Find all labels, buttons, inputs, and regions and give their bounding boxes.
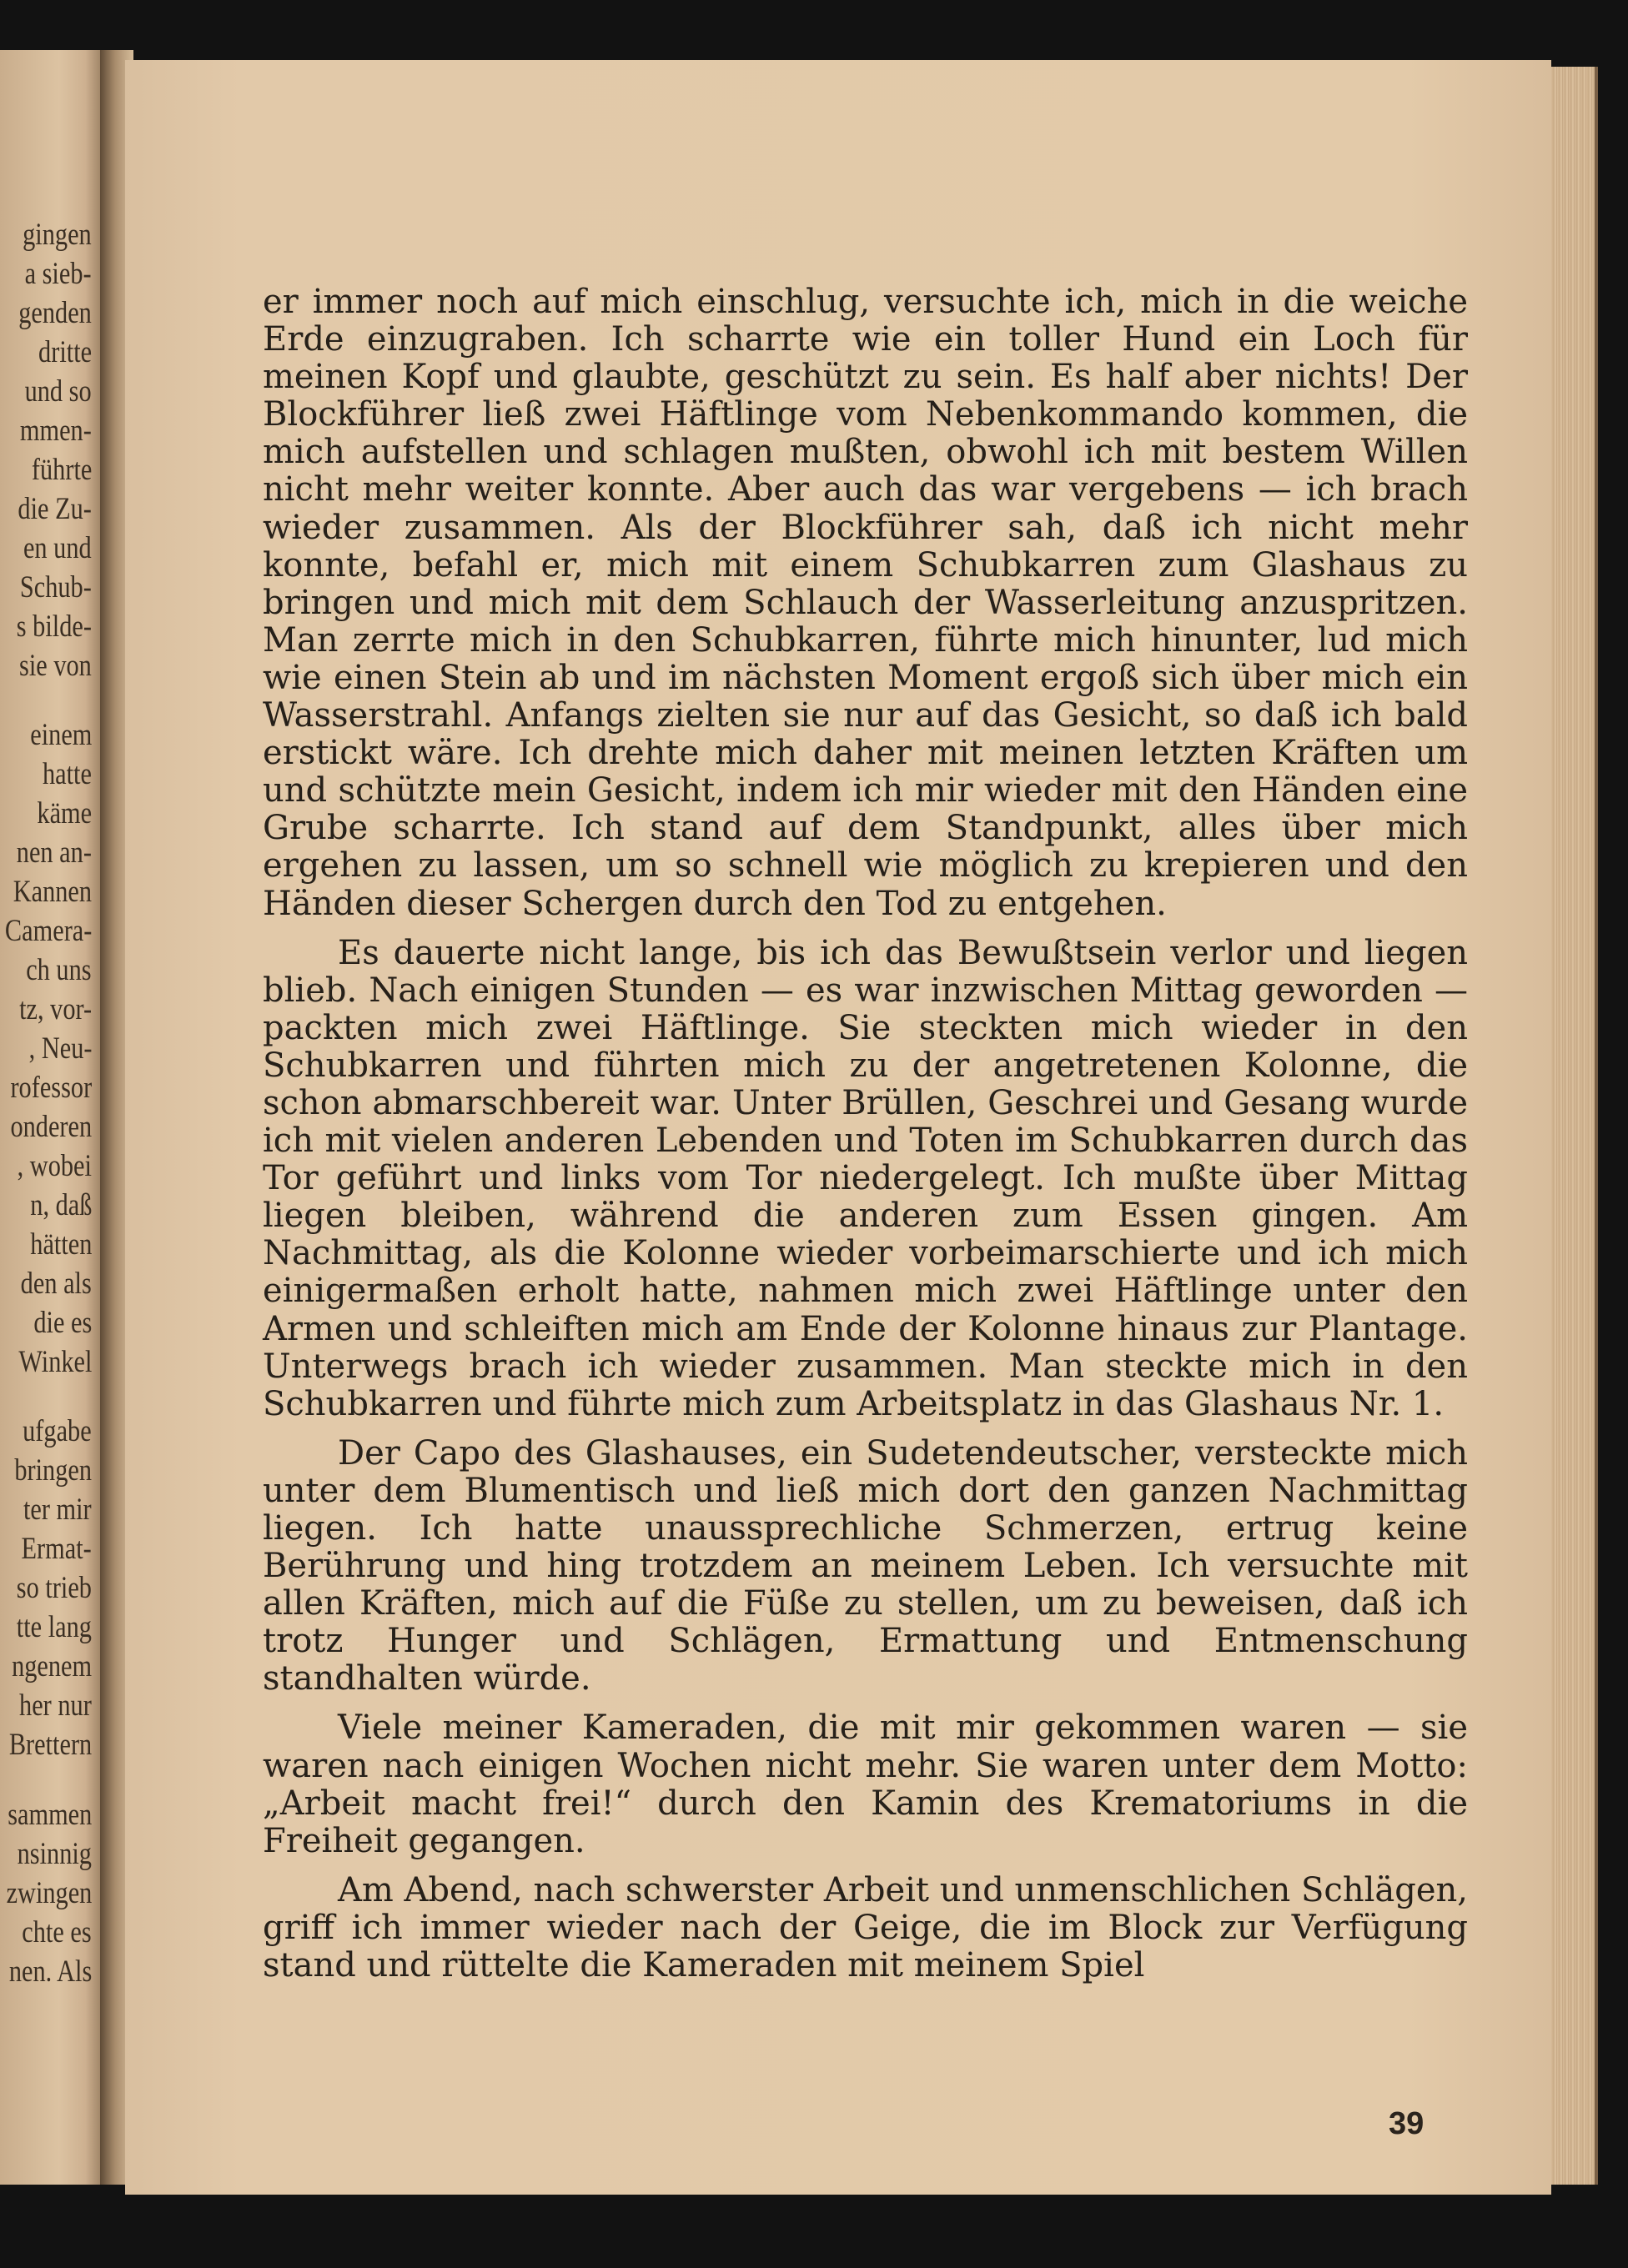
left-page-fragment: tz, vor- — [18, 992, 92, 1026]
left-page-fragment: ter mir — [23, 1493, 92, 1527]
left-page-fragment: en und — [23, 531, 92, 565]
left-page-fragment: Kannen — [13, 875, 92, 909]
left-page-fragment: und so — [24, 374, 92, 409]
left-page-fragment: nen an- — [16, 835, 92, 870]
left-page-fragment: sammen — [7, 1798, 92, 1832]
left-page-fragment: dritte — [38, 335, 92, 369]
left-page-fragment: n, daß — [29, 1188, 92, 1222]
left-page-fragment: Camera- — [4, 914, 92, 948]
left-facing-page — [0, 50, 107, 2185]
left-page-fragment: s bilde- — [16, 610, 92, 644]
left-page-fragment: Schub- — [20, 570, 92, 605]
left-page-fragment: ch uns — [26, 953, 92, 987]
left-page-fragment: Ermat- — [21, 1532, 92, 1566]
left-page-fragment: den als — [20, 1267, 92, 1301]
left-page-fragment: die es — [33, 1306, 92, 1340]
left-page-fragment: gingen — [23, 218, 92, 252]
left-page-fragment: , Neu- — [28, 1031, 92, 1066]
left-page-fragment: her nur — [19, 1688, 92, 1723]
left-page-fragment: nen. Als — [8, 1954, 92, 1989]
left-page-fragment: einem — [29, 718, 92, 752]
left-page-fragment: hatte — [43, 757, 92, 791]
page-number: 39 — [1389, 2106, 1424, 2141]
left-page-fragment: ufgabe — [23, 1414, 92, 1448]
left-page-fragment: käme — [37, 796, 92, 830]
paragraph-5: Am Abend, nach schwerster Arbeit und unmenschlichen Schlägen, griff ich immer wieder nach der Geige, die im Block zur Verfügung stand und rüttelte die Kameraden mit meinem Spiel — [263, 1870, 1468, 1985]
paragraph-3: Der Capo des Glashauses, ein Sudetendeutscher, versteckte mich unter dem Blumentisch und ließ mich dort den ganzen Nachmittag liegen. Ich hatte unaussprechliche Schmerzen, ertrug keine Berührung und hing trotzdem an meinem Leben. Ich versuchte mit allen Kräften, mich auf die Füße zu stellen, um zu beweisen, daß ich trotz Hunger und Schlägen, Ermattung und Entmenschung standhalten würde. — [263, 1433, 1468, 1698]
left-page-fragment: chte es — [22, 1915, 92, 1949]
left-page-fragment: rofessor — [10, 1071, 92, 1105]
right-page — [125, 60, 1551, 2195]
left-page-fragment: mmen- — [20, 414, 92, 448]
left-page-fragment: Brettern — [8, 1728, 92, 1762]
left-page-fragment: hätten — [29, 1227, 92, 1262]
left-page-fragment: zwingen — [6, 1876, 92, 1910]
paragraph-1: er immer noch auf mich einschlug, versuchte ich, mich in die weiche Erde einzugraben. Ich scharrte wie ein toller Hund ein Loch für meinen Kopf und glaubte, geschützt zu sein. Es half aber nichts! Der Blockführer ließ zwei Häftlinge vom Nebenkommando kommen, die mich aufstellen und schlagen mußten, obwohl ich mit bestem Willen nicht mehr weiter konnte. Aber auch das war vergebens — ich brach wieder zusammen. Als der Blockführer sah, daß ich nicht mehr konnte, befahl er, mich mit einem Schubkarren zum Glashaus zu bringen und mich mit dem Schlauch der Wasserleitung anzuspritzen. Man zerrte mich in den Schubkarren, führte mich hinunter, lud mich wie einen Stein ab und im nächsten Moment ergoß sich über mich ein Wasserstrahl. Anfangs zielten sie nur auf das Gesicht, so daß ich bald erstickt wäre. Ich drehte mich daher mit meinen letzten Kräften um und schützte mein Gesicht, indem ich mir wieder mit den Händen eine Grube scharrte. Ich stand auf dem Standpunkt, alles über mich ergehen zu lassen, um so schnell wie möglich zu krepieren und den Händen dieser Schergen durch den Tod zu entgehen. — [263, 283, 1468, 923]
left-page-fragment: a sieb- — [24, 257, 92, 291]
left-page-fragment: genden — [18, 296, 92, 330]
left-page-fragment: ngenem — [11, 1649, 92, 1683]
body-text — [263, 284, 1468, 1984]
left-page-fragment: sie von — [19, 649, 92, 683]
left-page-fragment: Winkel — [18, 1345, 92, 1379]
left-page-fragment: bringen — [14, 1453, 92, 1488]
left-page-fragment: tte lang — [16, 1610, 92, 1644]
left-page-fragment: führte — [31, 453, 92, 487]
left-page-fragment: nsinnig — [17, 1837, 92, 1871]
left-page-fragment: die Zu- — [18, 492, 92, 526]
paragraph-2: Es dauerte nicht lange, bis ich das Bewußtsein verlor und liegen blieb. Nach einigen Stunden — es war inzwischen Mittag geworden — packten mich zwei Häftlinge. Sie steckten mich wieder in den Schubkarren und führten mich zu der angetretenen Kolonne, die schon abmarschbereit war. Unter Brüllen, Geschrei und Gesang wurde ich mit vielen anderen Lebenden und Toten im Schubkarren durch das Tor geführt und links vom Tor niedergelegt. Ich mußte über Mittag liegen bleiben, während die anderen zum Essen gingen. Am Nachmittag, als die Kolonne wieder vorbeimarschierte und ich mich einigermaßen erholt hatte, nahmen mich zwei Häftlinge unter den Armen und schleiften mich am Ende der Kolonne hinaus zur Plantage. Unterwegs brach ich wieder zusammen. Man steckte mich in den Schubkarren und führte mich zum Arbeitsplatz in das Glashaus Nr. 1. — [263, 933, 1468, 1423]
left-page-fragment: onderen — [10, 1110, 92, 1144]
paragraph-4: Viele meiner Kameraden, die mit mir gekommen waren — sie waren nach einigen Wochen nicht mehr. Sie waren unter dem Motto: „Arbeit macht frei!“ durch den Kamin des Krematoriums in die Freiheit gegangen. — [263, 1709, 1468, 1860]
left-page-fragment: so trieb — [16, 1571, 92, 1605]
left-page-fragment: , wobei — [17, 1149, 92, 1183]
